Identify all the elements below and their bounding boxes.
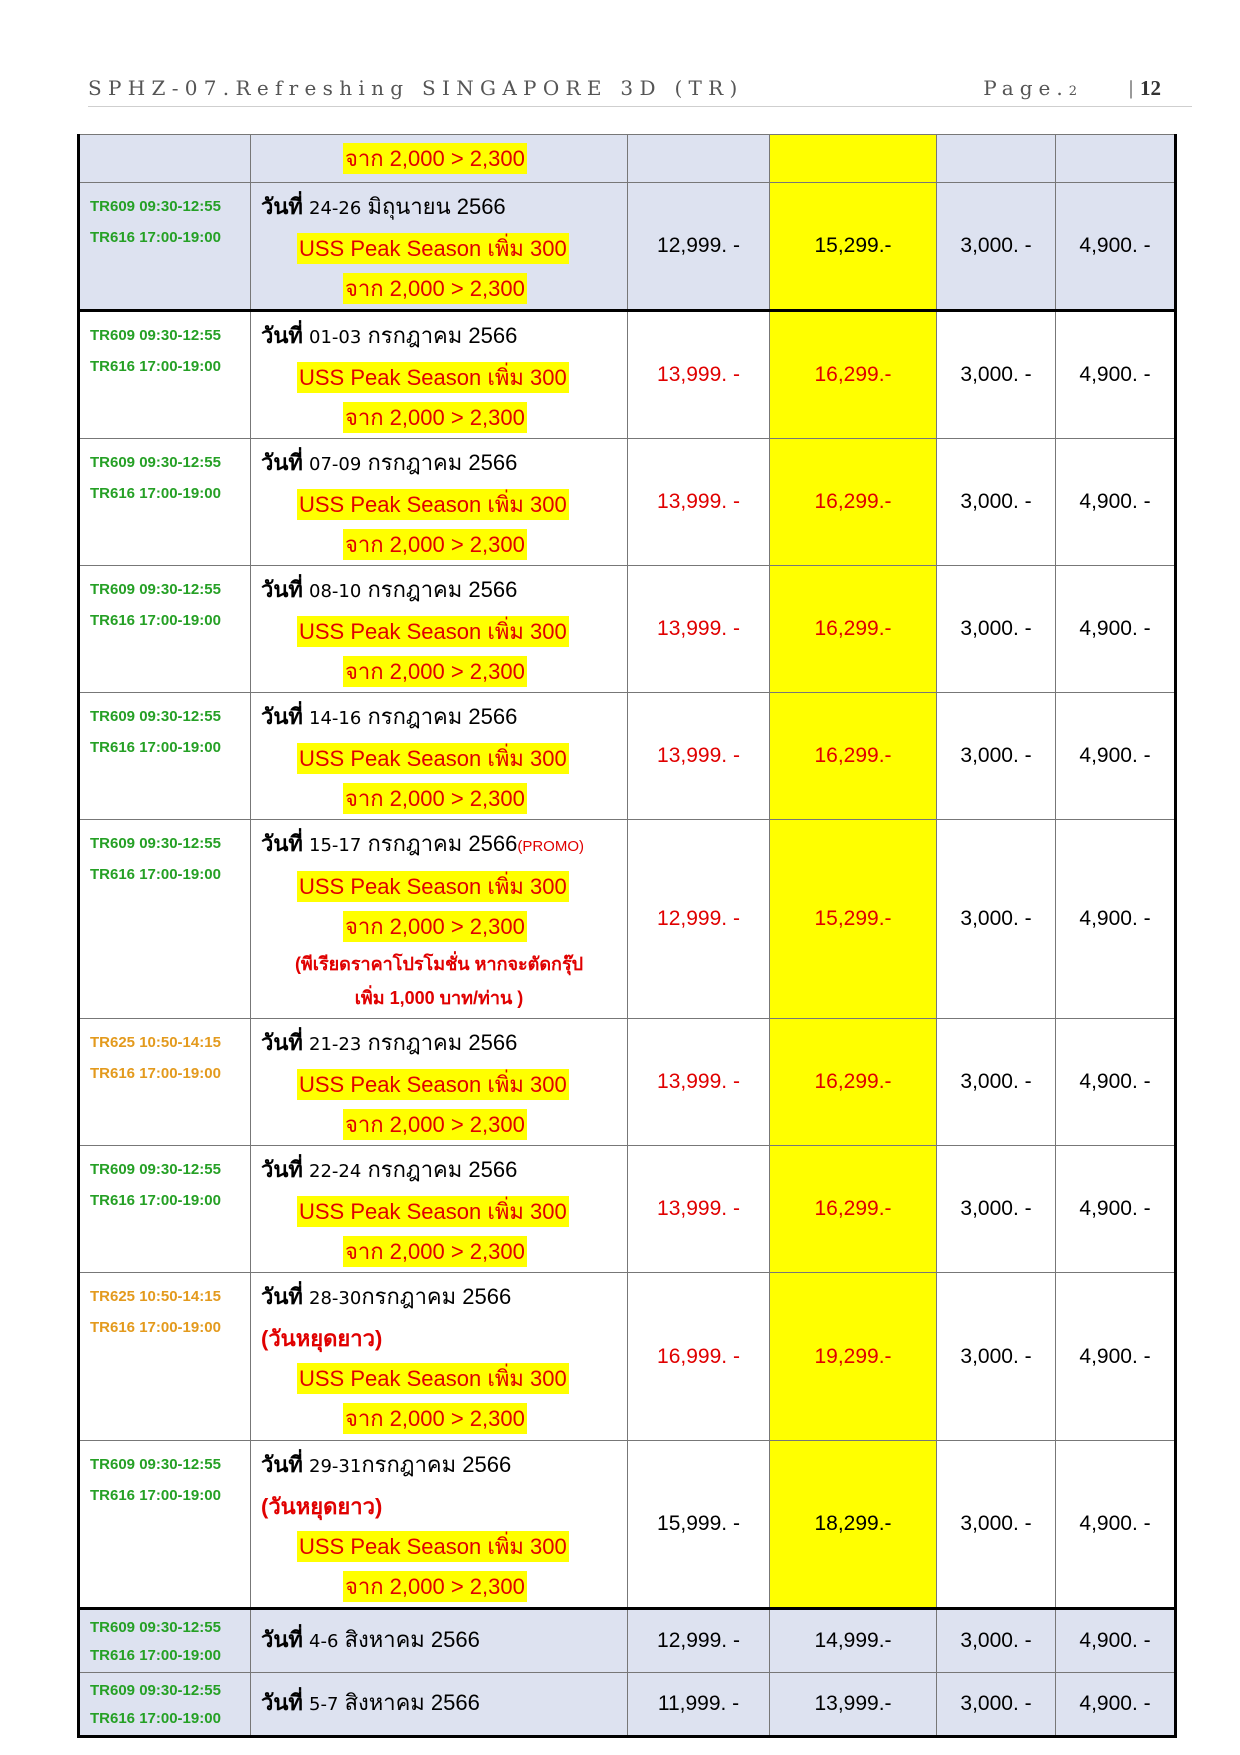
extra-price: 4,900. - [1056,1673,1176,1737]
flight-cell: TR625 10:50-14:15 TR616 17:00-19:00 [79,1019,251,1146]
extra-price: 4,900. - [1056,311,1176,439]
child-price: 16,299.- [770,566,937,693]
adult-price: 13,999. - [628,439,770,566]
child-price: 14,999.- [770,1609,937,1673]
child-price: 16,299.- [770,439,937,566]
single-price: 3,000. - [937,183,1056,311]
child-price: 15,299.- [770,820,937,1019]
single-price: 3,000. - [937,820,1056,1019]
date-cell: วันที่ 21-23 กรกฎาคม 2566 USS Peak Season เพิ่ม 300 จาก 2,000 > 2,300 [251,1019,628,1146]
adult-price: 16,999. - [628,1273,770,1441]
flight-cell: TR609 09:30-12:55 TR616 17:00-19:00 [79,566,251,693]
table-row [79,439,1176,566]
adult-price: 13,999. - [628,311,770,439]
extra-price: 4,900. - [1056,439,1176,566]
adult-price: 13,999. - [628,693,770,820]
extra-price: 4,900. - [1056,1441,1176,1609]
adult-price: 12,999. - [628,1609,770,1673]
table-row [79,1441,1176,1609]
child-price: 18,299.- [770,1441,937,1609]
child-price: 15,299.- [770,183,937,311]
promo-tag: (PROMO) [517,838,584,855]
single-price: 3,000. - [937,1441,1056,1609]
child-price: 19,299.- [770,1273,937,1441]
page-separator: | [1129,77,1134,99]
single-price: 3,000. - [937,311,1056,439]
table-row [79,566,1176,693]
child-price: 16,299.- [770,1146,937,1273]
adult-price: 15,999. - [628,1441,770,1609]
single-price: 3,000. - [937,1609,1056,1673]
flight-cell: TR625 10:50-14:15 TR616 17:00-19:00 [79,1273,251,1441]
flight-cell: TR609 09:30-12:55 TR616 17:00-19:00 [79,311,251,439]
child-price: 16,299.- [770,311,937,439]
flight-cell: TR609 09:30-12:55 TR616 17:00-19:00 [79,183,251,311]
flight-cell: TR609 09:30-12:55 TR616 17:00-19:00 [79,1441,251,1609]
adult-price: 12,999. - [628,820,770,1019]
extra-price: 4,900. - [1056,183,1176,311]
table-row [79,183,1176,311]
extra-price: 4,900. - [1056,693,1176,820]
table-row [79,1146,1176,1273]
single-price: 3,000. - [937,1673,1056,1737]
date-cell: วันที่ 4-6 สิงหาคม 2566 [251,1609,628,1673]
date-cell: วันที่ 5-7 สิงหาคม 2566 [251,1673,628,1737]
adult-price: 13,999. - [628,566,770,693]
surcharge-text: จาก 2,000 > 2,300 [343,143,527,174]
page-label: Page.2 [983,76,1080,100]
price-table [77,134,1177,1738]
single-price: 3,000. - [937,693,1056,820]
table-row-continuation [79,135,1176,183]
extra-price: 4,900. - [1056,1019,1176,1146]
table-row [79,311,1176,439]
extra-price: 4,900. - [1056,1273,1176,1441]
single-price: 3,000. - [937,1273,1056,1441]
date-cell: วันที่ 07-09 กรกฎาคม 2566 USS Peak Season เพิ่ม 300 จาก 2,000 > 2,300 [251,439,628,566]
date-cell: วันที่ 15-17 กรกฎาคม 2566(PROMO) USS Peak Season เพิ่ม 300 จาก 2,000 > 2,300 (พีเรียดราคาโปรโมชั่น หากจะตัดกรุ๊ป เพิ่ม 1,000 บาท/ท่าน ) [251,820,628,1019]
single-price: 3,000. - [937,1019,1056,1146]
adult-price: 12,999. - [628,183,770,311]
table-row [79,1273,1176,1441]
extra-price: 4,900. - [1056,566,1176,693]
child-price: 13,999.- [770,1673,937,1737]
flight-cell: TR609 09:30-12:55 TR616 17:00-19:00 [79,439,251,566]
date-cell: วันที่ 08-10 กรกฎาคม 2566 USS Peak Season เพิ่ม 300 จาก 2,000 > 2,300 [251,566,628,693]
child-price: 16,299.- [770,693,937,820]
flight-cell: TR609 09:30-12:55 TR616 17:00-19:00 [79,1609,251,1673]
date-cell: วันที่ 24-26 มิถุนายน 2566 USS Peak Season เพิ่ม 300 จาก 2,000 > 2,300 [251,183,628,311]
flight-cell: TR609 09:30-12:55 TR616 17:00-19:00 [79,820,251,1019]
header-divider [88,106,1192,107]
holiday-label: (วันหยุดยาว) [261,1494,383,1519]
single-price: 3,000. - [937,566,1056,693]
table-row [79,693,1176,820]
extra-price: 4,900. - [1056,1146,1176,1273]
promo-note: (พีเรียดราคาโปรโมชั่น หากจะตัดกรุ๊ป [294,954,584,974]
table-row [79,820,1176,1019]
child-price: 16,299.- [770,1019,937,1146]
extra-price: 4,900. - [1056,1609,1176,1673]
adult-price: 13,999. - [628,1146,770,1273]
adult-price: 13,999. - [628,1019,770,1146]
flight-cell: TR609 09:30-12:55 TR616 17:00-19:00 [79,693,251,820]
date-cell: วันที่ 29-31กรกฎาคม 2566 (วันหยุดยาว) USS Peak Season เพิ่ม 300 จาก 2,000 > 2,300 [251,1441,628,1609]
table-row [79,1609,1176,1673]
extra-price: 4,900. - [1056,820,1176,1019]
page-number: 12 [1140,76,1161,100]
flight-cell: TR609 09:30-12:55 TR616 17:00-19:00 [79,1673,251,1737]
flight-cell: TR609 09:30-12:55 TR616 17:00-19:00 [79,1146,251,1273]
date-cell: วันที่ 28-30กรกฎาคม 2566 (วันหยุดยาว) USS Peak Season เพิ่ม 300 จาก 2,000 > 2,300 [251,1273,628,1441]
table-row [79,1019,1176,1146]
table-row [79,1673,1176,1737]
single-price: 3,000. - [937,439,1056,566]
date-cell: วันที่ 01-03 กรกฎาคม 2566 USS Peak Season เพิ่ม 300 จาก 2,000 > 2,300 [251,311,628,439]
adult-price: 11,999. - [628,1673,770,1737]
date-cell: วันที่ 22-24 กรกฎาคม 2566 USS Peak Season เพิ่ม 300 จาก 2,000 > 2,300 [251,1146,628,1273]
single-price: 3,000. - [937,1146,1056,1273]
promo-note: เพิ่ม 1,000 บาท/ท่าน ) [354,988,524,1008]
holiday-label: (วันหยุดยาว) [261,1326,383,1351]
date-cell: วันที่ 14-16 กรกฎาคม 2566 USS Peak Season เพิ่ม 300 จาก 2,000 > 2,300 [251,693,628,820]
document-title: SPHZ-07.Refreshing SINGAPORE 3D (TR) [88,76,744,100]
